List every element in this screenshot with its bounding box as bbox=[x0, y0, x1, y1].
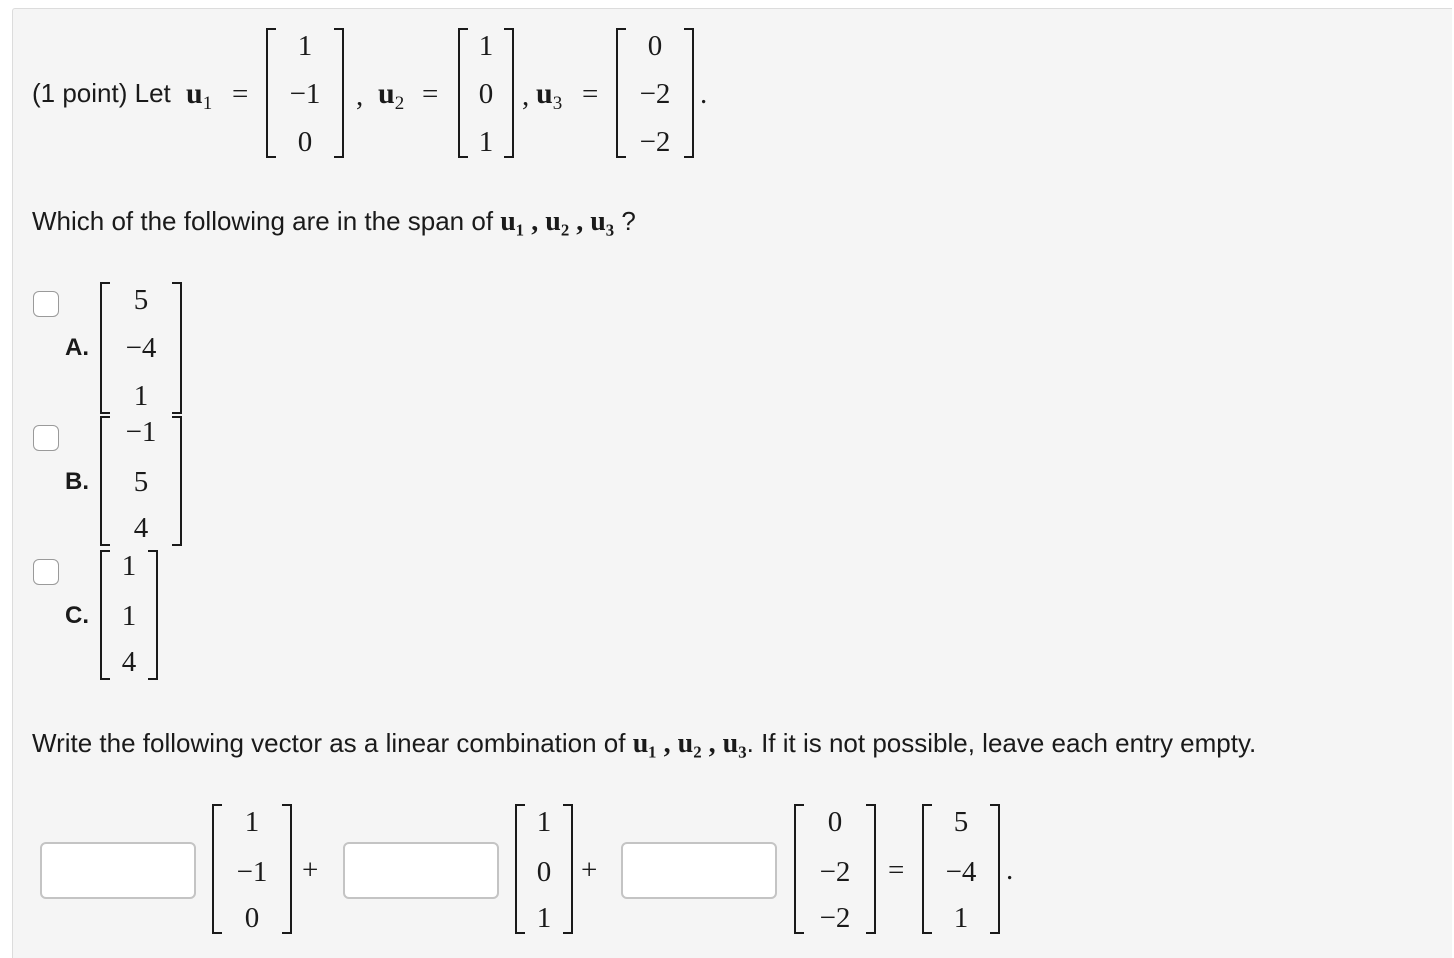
u1-entry-2: −1 bbox=[289, 78, 321, 110]
option-a-checkbox[interactable] bbox=[33, 291, 59, 317]
comma: , bbox=[522, 80, 530, 112]
combo-u2-entry-2: 0 bbox=[536, 856, 552, 888]
option-c-label: C. bbox=[65, 602, 89, 629]
problem-intro: (1 point) Let bbox=[32, 78, 171, 108]
option-a-entry-2: −4 bbox=[125, 332, 157, 364]
plus-sign: + bbox=[302, 854, 319, 886]
coefficient-3-input[interactable] bbox=[621, 842, 777, 899]
combo-u2-entry-3: 1 bbox=[536, 902, 552, 934]
plus-sign: + bbox=[581, 854, 598, 886]
option-c-entry-1: 1 bbox=[121, 550, 137, 582]
option-b-entry-2: 5 bbox=[133, 466, 149, 498]
u1-entry-3: 0 bbox=[297, 126, 313, 158]
target-vector bbox=[922, 804, 1000, 934]
option-a-vector bbox=[100, 282, 182, 414]
u2-vector bbox=[458, 28, 514, 158]
u2-symbol: $u_2$ bbox=[378, 77, 405, 114]
option-c-entry-3: 4 bbox=[121, 646, 137, 678]
combo-u1-entry-3: 0 bbox=[244, 902, 260, 934]
u3-vector bbox=[616, 28, 694, 158]
combo-u1-entry-2: −1 bbox=[236, 856, 268, 888]
option-b-label: B. bbox=[65, 468, 89, 495]
option-a-entry-3: 1 bbox=[133, 380, 149, 412]
u2-entry-1: 1 bbox=[478, 30, 494, 62]
combo-u2-vector bbox=[515, 804, 573, 934]
comma: , bbox=[356, 80, 364, 112]
option-c-entry-2: 1 bbox=[121, 600, 137, 632]
option-c-vector bbox=[100, 550, 158, 680]
u3-entry-2: −2 bbox=[639, 78, 671, 110]
combo-u3-entry-2: −2 bbox=[819, 856, 851, 888]
target-entry-2: −4 bbox=[945, 856, 977, 888]
coefficient-2-input[interactable] bbox=[343, 842, 499, 899]
combo-u2-entry-1: 1 bbox=[536, 806, 552, 838]
option-b-vector bbox=[100, 416, 182, 546]
equals-sign: = bbox=[232, 78, 249, 110]
period: . bbox=[1006, 854, 1014, 886]
equals-sign: = bbox=[422, 78, 439, 110]
option-c-checkbox[interactable] bbox=[33, 559, 59, 585]
question2-text: Write the following vector as a linear combination of u₁ , u₂ , u₃. If it is not possible, leave each entry empty. bbox=[32, 728, 1257, 759]
combo-vars: u₁ , u₂ , u₃ bbox=[632, 728, 747, 759]
equals-sign: = bbox=[582, 78, 599, 110]
u3-entry-1: 0 bbox=[647, 30, 663, 62]
option-a-entry-1: 5 bbox=[133, 284, 149, 316]
u2-entry-2: 0 bbox=[478, 78, 494, 110]
option-a-label: A. bbox=[65, 334, 89, 361]
equals-sign: = bbox=[888, 854, 905, 886]
combo-u3-vector bbox=[794, 804, 876, 934]
u1-symbol: $u_1$ bbox=[186, 77, 213, 114]
option-b-entry-1: −1 bbox=[125, 416, 157, 448]
combo-u1-vector bbox=[212, 804, 292, 934]
combo-u3-entry-3: −2 bbox=[819, 902, 851, 934]
u1-entry-1: 1 bbox=[297, 30, 313, 62]
u2-entry-3: 1 bbox=[478, 126, 494, 158]
option-b-checkbox[interactable] bbox=[33, 425, 59, 451]
combo-u1-entry-1: 1 bbox=[244, 806, 260, 838]
span-vars: u₁ , u₂ , u₃ bbox=[500, 206, 615, 237]
question1-text: Which of the following are in the span of u₁ , u₂ , u₃ ? bbox=[32, 206, 636, 237]
period: . bbox=[700, 78, 708, 110]
option-b-entry-3: 4 bbox=[133, 512, 149, 544]
u3-entry-3: −2 bbox=[639, 126, 671, 158]
target-entry-3: 1 bbox=[953, 902, 969, 934]
coefficient-1-input[interactable] bbox=[40, 842, 196, 899]
combo-u3-entry-1: 0 bbox=[827, 806, 843, 838]
target-entry-1: 5 bbox=[953, 806, 969, 838]
u3-symbol: $u_3$ bbox=[536, 77, 563, 114]
u1-vector bbox=[266, 28, 344, 158]
